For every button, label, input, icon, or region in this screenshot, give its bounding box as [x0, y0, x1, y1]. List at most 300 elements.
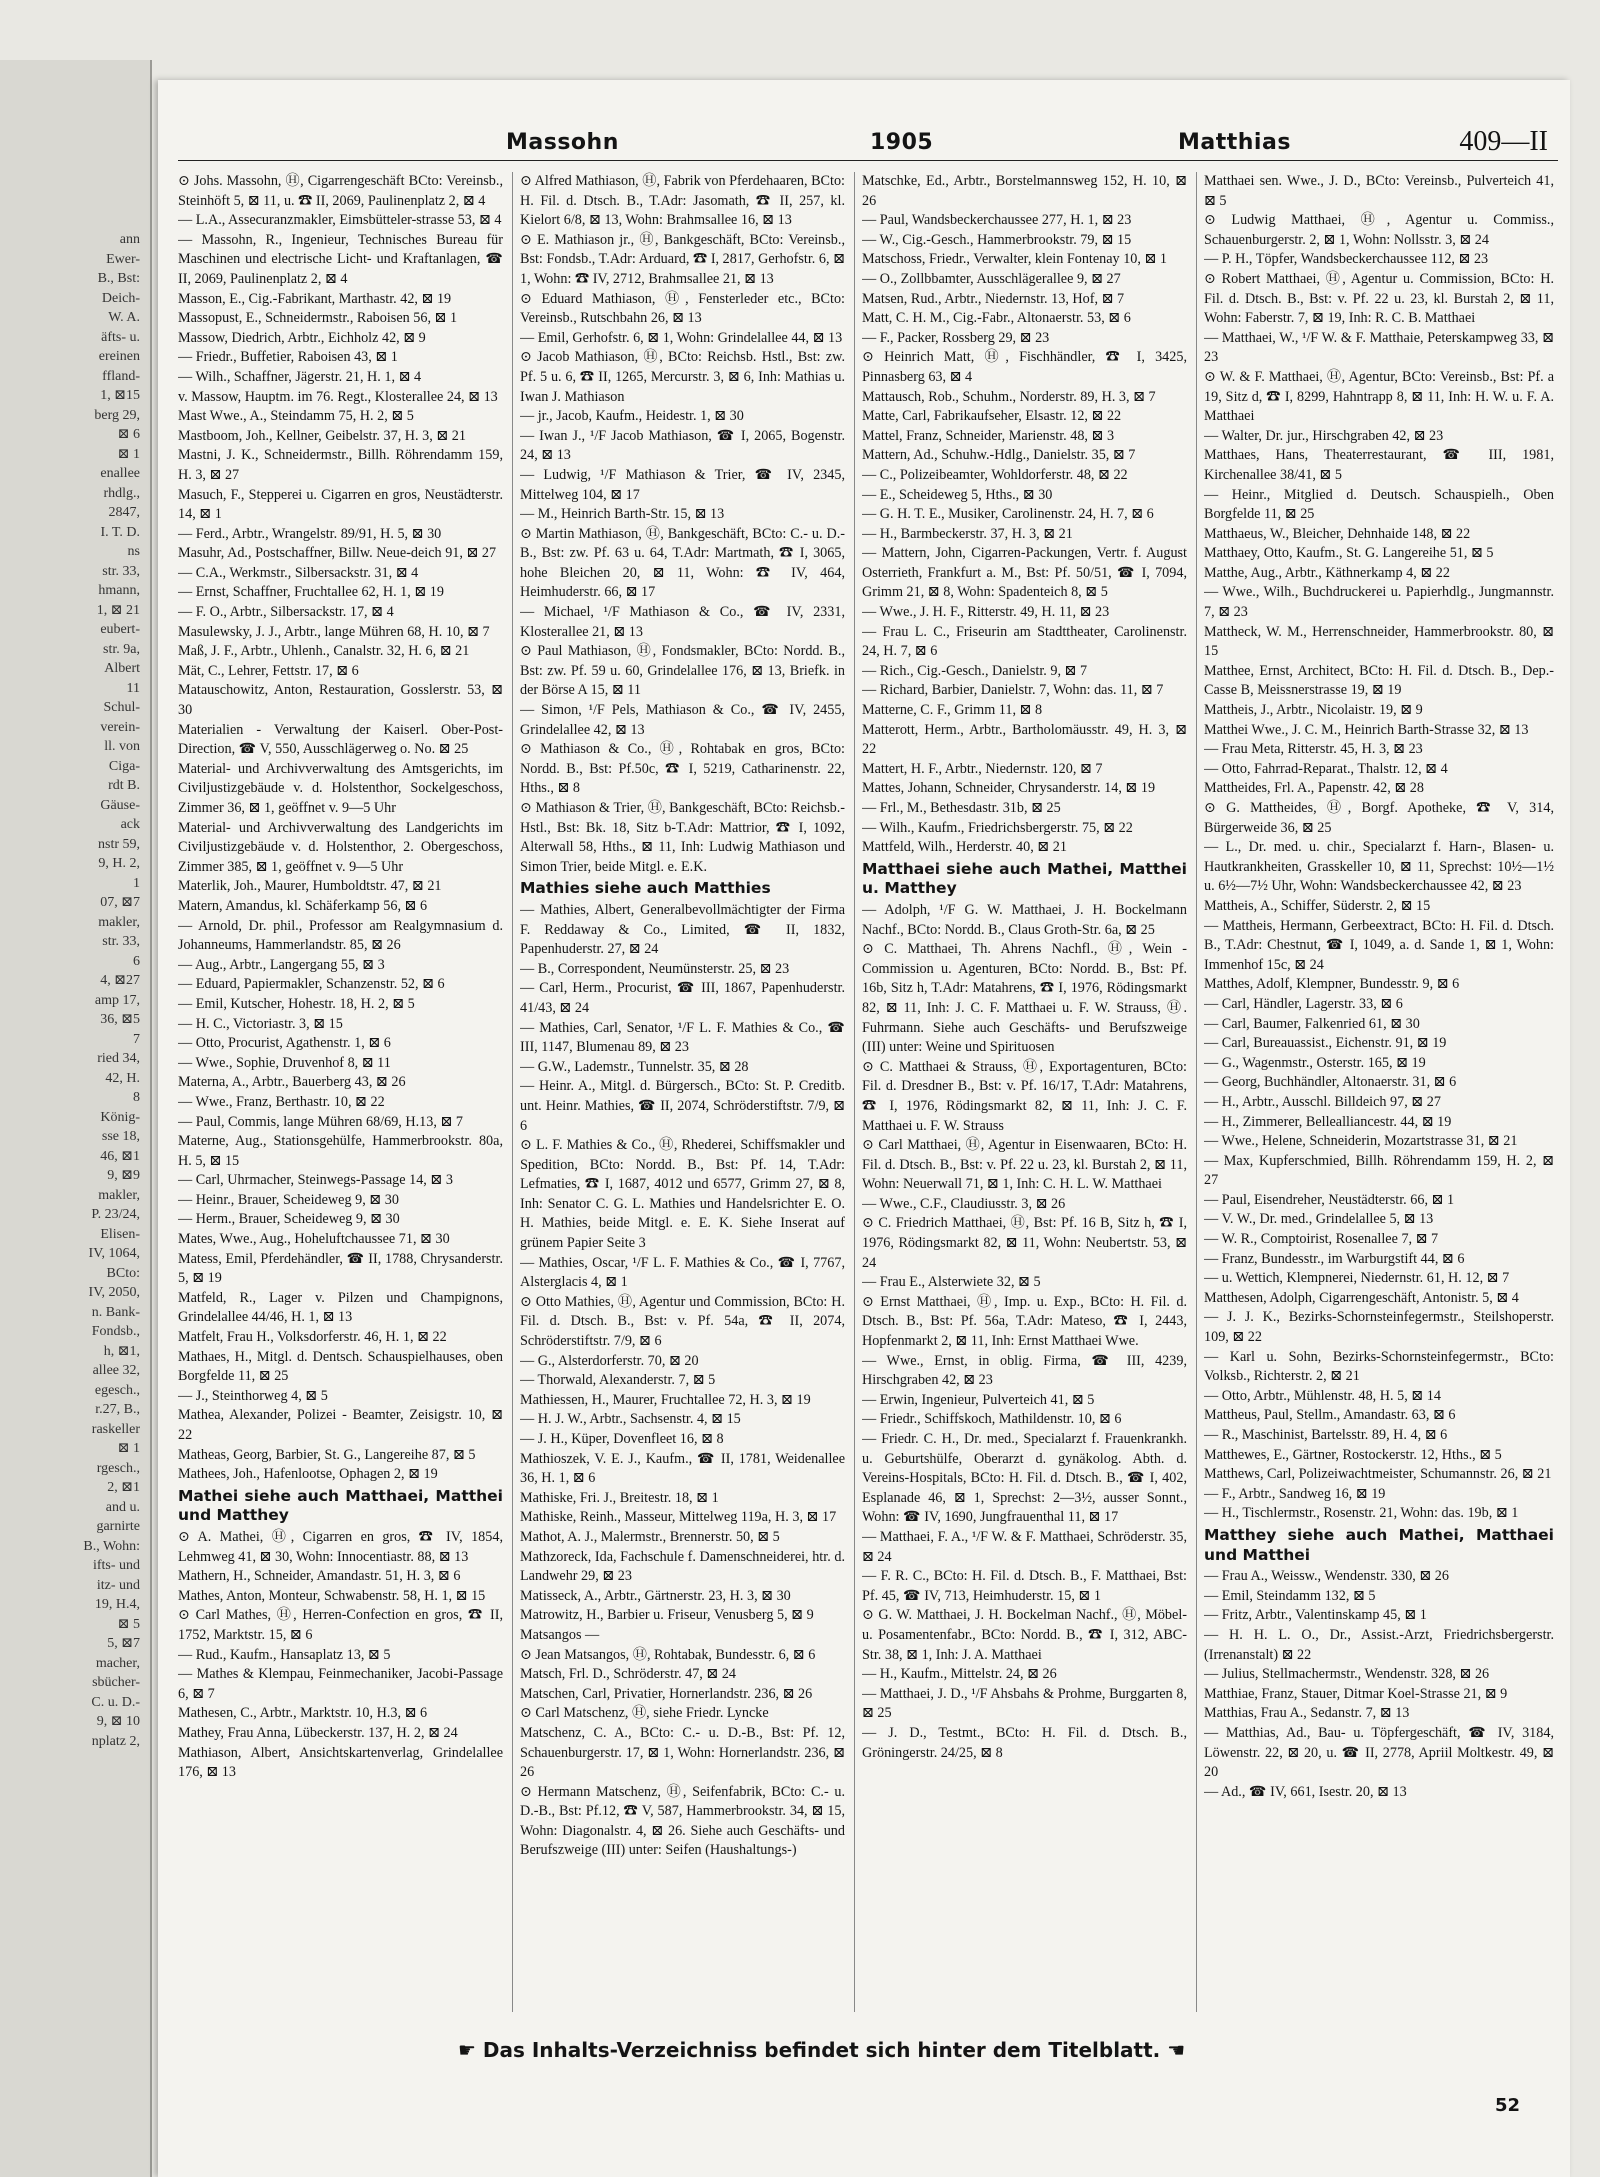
previous-page-fragment: verein- [100, 719, 140, 735]
previous-page-fragment: Ewer- [106, 251, 140, 267]
directory-entry: — Fritz, Arbtr., Valentinskamp 45, ⊠ 1 [1204, 1607, 1427, 1624]
directory-entry: Mattel, Franz, Schneider, Marienstr. 48, ⊠ 3 [862, 427, 1115, 444]
previous-page-fragment: Schul- [103, 700, 140, 715]
directory-entry: — Paul, Eisendreher, Neustädterstr. 66, ⊠ 1 [1204, 1191, 1455, 1208]
directory-entry: — Erwin, Ingenieur, Pulverteich 41, ⊠ 5 [862, 1391, 1095, 1408]
previous-page-fragment: B., Wohn: [83, 1538, 140, 1554]
directory-entry: — Mathies, Carl, Senator, ¹/F L. F. Mathies & Co., ☎ III, 1147, Blumenau 89, ⊠ 23 [520, 1019, 845, 1056]
directory-entry: — Heinr., Mitglied d. Deutsch. Schauspielh., Oben Borgfelde 11, ⊠ 25 [1204, 486, 1554, 523]
directory-entry: — Wwe., Helene, Schneiderin, Mozartstrasse 31, ⊠ 21 [1204, 1133, 1518, 1150]
directory-entry: ⊙ Mathiason & Co., Ⓗ, Rohtabak en gros, BCto: Nordd. B., Bst: Pf.50c, ☎ I, 5219, Catharinenstr. 22, Hths., ⊠ 8 [520, 741, 845, 797]
directory-entry: — Frau E., Alsterwiete 32, ⊠ 5 [862, 1274, 1041, 1291]
previous-page-fragment: 1 [133, 875, 140, 891]
directory-entry: Matschoss, Friedr., Verwalter, klein Fontenay 10, ⊠ 1 [862, 251, 1168, 268]
previous-page-fragment: P. 23/24, [91, 1207, 140, 1222]
previous-page-fragment: nstr 59, [98, 836, 140, 852]
directory-entry: — Ernst, Schaffner, Fruchtallee 62, H. 1, ⊠ 19 [178, 584, 444, 601]
directory-entry: Mathzoreck, Ida, Fachschule f. Damenschneiderei, htr. d. Landwehr 29, ⊠ 23 [520, 1548, 845, 1585]
column-rule [512, 172, 513, 2012]
directory-entry: Mastboom, Joh., Kellner, Geibelstr. 37, H. 3, ⊠ 21 [178, 427, 466, 444]
previous-page-fragment: ereinen [98, 349, 140, 364]
directory-entry: Masson, E., Cig.-Fabrikant, Marthastr. 42, ⊠ 19 [178, 290, 452, 307]
previous-page-fragment: sse 18, [101, 1129, 140, 1144]
directory-entry: ⊙ Ludwig Matthaei, Ⓗ, Agentur u. Commiss., Schauenburgerstr. 2, ⊠ 1, Wohn: Nollsstr. 3, ⊠ 24 [1204, 212, 1554, 248]
directory-entry: — F. O., Arbtr., Silbersackstr. 17, ⊠ 4 [178, 604, 394, 621]
previous-page-fragment: allee 32, [92, 1363, 140, 1378]
directory-entry: ⊙ Otto Mathies, Ⓗ, Agentur und Commission, BCto: H. Fil. d. Dtsch. B., Bst: v. Pf. 54a, ☎ II, 2074, Schröderstiftstr. 7/9, ⊠ 6 [520, 1293, 845, 1350]
previous-page-fragment: 36, ⊠5 [100, 1012, 140, 1027]
directory-entry: Matfeld, R., Lager v. Pilzen und Champignons, Grindelallee 44/46, H. 1, ⊠ 13 [178, 1289, 503, 1326]
directory-entry: Matschenz, C. A., BCto: C.- u. D.-B., Bst: Pf. 12, Schauenburgerstr. 17, ⊠ 1, Wohn: Hornerlandstr. 236, ⊠ 26 [520, 1724, 845, 1781]
directory-entry: — V. W., Dr. med., Grindelallee 5, ⊠ 13 [1204, 1211, 1434, 1228]
directory-entry: Materne, Aug., Stationsgehülfe, Hammerbrookstr. 80a, H. 5, ⊠ 15 [178, 1133, 503, 1169]
previous-page-fragment: eubert- [100, 622, 140, 637]
directory-entry: — Carl, Herm., Procurist, ☎ III, 1867, Papenhuderstr. 41/43, ⊠ 24 [520, 980, 845, 1016]
directory-entry: Mates, Wwe., Aug., Hoheluftchaussee 71, ⊠ 30 [178, 1231, 450, 1248]
directory-entry: Mastni, J. K., Schneidermstr., Billh. Röhrendamm 159, H. 3, ⊠ 27 [178, 447, 503, 483]
directory-entry: — C., Polizeibeamter, Wohldorferstr. 48, ⊠ 22 [862, 466, 1128, 483]
directory-entry: — H., Barmbeckerstr. 37, H. 3, ⊠ 21 [862, 525, 1073, 542]
directory-entry: — Wwe., J. H. F., Ritterstr. 49, H. 11, ⊠ 23 [862, 604, 1110, 621]
directory-entry: — G. H. T. E., Musiker, Carolinenstr. 24, H. 7, ⊠ 6 [862, 506, 1154, 523]
previous-page-fragment: berg 29, [94, 407, 140, 423]
previous-page-fragment: n. Bank- [91, 1304, 140, 1320]
directory-entry: Matern, Amandus, kl. Schäferkamp 56, ⊠ 6 [178, 897, 428, 914]
directory-entry: — Iwan J., ¹/F Jacob Mathiason, ☎ I, 2065, Bogenstr. 24, ⊠ 13 [520, 427, 845, 464]
directory-entry: — P. H., Töpfer, Wandsbeckerchaussee 112, ⊠ 23 [1204, 251, 1489, 268]
directory-entry: ⊙ Carl Matschenz, Ⓗ, siehe Friedr. Lyncke [520, 1705, 769, 1722]
directory-entry: — Massohn, R., Ingenieur, Technisches Bureau für Maschinen und electrische Licht- und Kraftanlagen, ☎ II, 2069, Paulinenplatz 2, ⊠ 4 [178, 231, 503, 287]
directory-entry: — Georg, Buchhändler, Altonaerstr. 31, ⊠ 6 [1204, 1074, 1457, 1091]
previous-page-edge [0, 60, 152, 2177]
directory-entry: — Carl, Bureauassist., Eichenstr. 91, ⊠ 19 [1204, 1035, 1447, 1052]
previous-page-fragment: garnirte [96, 1519, 140, 1534]
previous-page-fragment: 11 [126, 680, 140, 696]
directory-entry: — Otto, Fahrrad-Reparat., Thalstr. 12, ⊠ 4 [1204, 760, 1448, 777]
directory-entry: — H., Tischlermstr., Rosenstr. 21, Wohn: das. 19b, ⊠ 1 [1204, 1505, 1519, 1522]
directory-entry: — jr., Jacob, Kaufm., Heidestr. 1, ⊠ 30 [520, 408, 744, 425]
directory-entry: — Mathies, Albert, Generalbevollmächtigter der Firma F. Reddaway & Co., Limited, ☎ II, 1832, Papenhuderstr. 27, ⊠ 24 [520, 901, 845, 958]
directory-entry: — Otto, Procurist, Agathenstr. 1, ⊠ 6 [178, 1035, 391, 1052]
previous-page-fragment: 4, ⊠27 [100, 973, 140, 988]
directory-entry: — F. R. C., BCto: H. Fil. d. Dtsch. B., F. Matthaei, Bst: Pf. 45, ☎ IV, 713, Heimhuderstr. 15, ⊠ 1 [862, 1568, 1187, 1604]
header-first-name: Massohn [506, 130, 619, 155]
directory-entry: — Heinr., Brauer, Scheideweg 9, ⊠ 30 [178, 1191, 399, 1208]
directory-entry: — Richard, Barbier, Danielstr. 7, Wohn: das. 11, ⊠ 7 [862, 682, 1164, 699]
directory-entry: ⊙ Martin Mathiason, Ⓗ, Bankgeschäft, BCto: C.- u. D.-B., Bst: zw. Pf. 63 u. 64, T.Adr: Martmath, ☎ I, 3065, hohe Bleichen 20, ⊠ 11, Wohn: ☎ IV, 464, Heimhuderstr. 66, ⊠ 17 [520, 525, 845, 601]
column-4 [1204, 172, 1554, 2012]
column-1 [178, 172, 503, 2012]
directory-entry: Matsen, Rud., Arbtr., Niedernstr. 13, Hof, ⊠ 7 [862, 290, 1125, 307]
directory-entry: — W., Cig.-Gesch., Hammerbrookstr. 79, ⊠ 15 [862, 231, 1132, 248]
previous-page-fragment: IV, 2050, [88, 1285, 140, 1300]
directory-entry: Materna, A., Arbtr., Bauerberg 43, ⊠ 26 [178, 1074, 406, 1091]
directory-entry: — H., Arbtr., Ausschl. Billdeich 97, ⊠ 27 [1204, 1093, 1441, 1110]
directory-entry: ⊙ G. W. Matthaei, J. H. Bockelman Nachf., Ⓗ, Möbel- u. Posamentenfabr., BCto: Nordd. B., ☎ I, 312, ABC-Str. 38, ⊠ 1, Inh: J. A. Matthaei [862, 1607, 1187, 1663]
running-header [178, 126, 1558, 161]
directory-entry: — Friedr., Buffetier, Raboisen 43, ⊠ 1 [178, 349, 398, 366]
directory-entry: v. Massow, Hauptm. im 76. Regt., Klosterallee 24, ⊠ 13 [178, 388, 498, 405]
directory-entry: — Karl u. Sohn, Bezirks-Schornsteinfegermstr., BCto: Volksb., Richterstr. 2, ⊠ 21 [1204, 1348, 1554, 1385]
directory-entry: Matterne, C. F., Grimm 11, ⊠ 8 [862, 702, 1043, 719]
directory-entry: — J., Steinthorweg 4, ⊠ 5 [178, 1387, 328, 1404]
directory-entry: ⊙ Jean Matsangos, Ⓗ, Rohtabak, Bundesstr. 6, ⊠ 6 [520, 1646, 816, 1663]
directory-entry: — Julius, Stellmachermstr., Wendenstr. 328, ⊠ 26 [1204, 1666, 1490, 1683]
directory-entry: Matsangos — [520, 1626, 600, 1643]
previous-page-fragment: ack [120, 817, 140, 832]
directory-entry: Mattausch, Rob., Schuhm., Norderstr. 89, H. 3, ⊠ 7 [862, 388, 1156, 405]
directory-entry: ⊙ Robert Matthaei, Ⓗ, Agentur u. Commission, BCto: H. Fil. d. Dtsch. B., Bst: v. Pf. 22 u. 23, kl. Burstah 2, ⊠ 11, Wohn: Faberstr. 7, ⊠ 19, Inh: R. C. B. Matthaei [1204, 270, 1554, 327]
directory-entry: — J. J. K., Bezirks-Schornsteinfegermstr., Steilshoperstr. 109, ⊠ 22 [1204, 1309, 1554, 1346]
previous-page-fragment: rdt B. [108, 778, 140, 793]
previous-page-fragment: 07, ⊠7 [100, 895, 140, 910]
directory-entry: Mathesen, C., Arbtr., Marktstr. 10, H.3, ⊠ 6 [178, 1705, 428, 1722]
directory-entry: Matthiae, Franz, Stauer, Ditmar Koel-Strasse 21, ⊠ 9 [1204, 1685, 1508, 1702]
directory-entry: Matterott, Herm., Arbtr., Bartholomäusstr. 49, H. 3, ⊠ 22 [862, 721, 1187, 758]
previous-page-fragment: ann [119, 232, 140, 247]
previous-page-fragment: 1, ⊠ 21 [96, 602, 140, 618]
previous-page-fragment: König- [100, 1109, 140, 1125]
directory-entry: Matthaes, Hans, Theaterrestaurant, ☎ III, 1981, Kirchenallee 38/41, ⊠ 5 [1204, 447, 1554, 483]
directory-entry: Mathaes, H., Mitgl. d. Dentsch. Schauspielhauses, oben Borgfelde 11, ⊠ 25 [178, 1348, 503, 1385]
footer-page-number: 52 [1494, 2095, 1520, 2116]
directory-entry: — Carl, Baumer, Falkenried 61, ⊠ 30 [1204, 1015, 1420, 1032]
directory-entry: — Emil, Gerhofstr. 6, ⊠ 1, Wohn: Grindelallee 44, ⊠ 13 [520, 329, 843, 346]
previous-page-fragment: itz- und [96, 1577, 140, 1593]
directory-entry: ⊙ Mathiason & Trier, Ⓗ, Bankgeschäft, BCto: Reichsb.-Hstl., Bst: Bk. 18, Sitz b-T.Adr: Mattrior, ☎ I, 1092, Alterwall 58, Hths., ⊠ 11, Inh: Ludwig Mathiason und Simon Trier, beide Mitgl. e. E.K. [520, 800, 845, 875]
previous-page-fragment: nplatz 2, [91, 1733, 140, 1749]
directory-entry: — G., Alsterdorferstr. 70, ⊠ 20 [520, 1352, 699, 1369]
previous-page-fragments [0, 230, 140, 2130]
directory-entry: — Emil, Steindamm 132, ⊠ 5 [1204, 1587, 1376, 1604]
directory-entry: — Rud., Kaufm., Hansaplatz 13, ⊠ 5 [178, 1646, 391, 1663]
directory-entry: — Mathies, Oscar, ¹/F L. F. Mathies & Co., ☎ I, 7767, Alsterglacis 4, ⊠ 1 [520, 1254, 845, 1291]
directory-entry: Mattheus, Paul, Stellm., Amandastr. 63, ⊠ 6 [1204, 1407, 1456, 1424]
directory-entry: ⊙ C. Matthaei & Strauss, Ⓗ, Exportagenturen, BCto: Fil. d. Dresdner B., Bst: v. Pf. 16/17, T.Adr: Matahrens, ☎ I, 1976, Rödingsmarkt 82, ⊠ 11, Inh: J. C. F. Matthaei u. F. W. Strauss [862, 1058, 1187, 1134]
directory-entry: — Arnold, Dr. phil., Professor am Realgymnasium d. Johanneums, Hammerlandstr. 85, ⊠ 26 [178, 917, 503, 954]
directory-entry: — Eduard, Papiermakler, Schanzenstr. 52, ⊠ 6 [178, 976, 445, 993]
directory-page [158, 80, 1570, 2177]
directory-entry: Matthes, Adolf, Klempner, Bundesstr. 9, ⊠ 6 [1204, 976, 1460, 993]
directory-entry: — Wwe., Sophie, Druvenhof 8, ⊠ 11 [178, 1054, 391, 1071]
directory-entry: — Paul, Commis, lange Mühren 68/69, H.13, ⊠ 7 [178, 1113, 463, 1130]
directory-entry: — Frau A., Weissw., Wendenstr. 330, ⊠ 26 [1204, 1568, 1449, 1585]
directory-entry: — Frau L. C., Friseurin am Stadttheater, Carolinenstr. 24, H. 7, ⊠ 6 [862, 623, 1187, 660]
directory-entry: — Carl, Händler, Lagerstr. 33, ⊠ 6 [1204, 995, 1403, 1012]
directory-entry: Matthe, Aug., Arbtr., Käthnerkamp 4, ⊠ 22 [1204, 564, 1450, 581]
directory-entry: Matt, C. H. M., Cig.-Fabr., Altonaerstr. 53, ⊠ 6 [862, 310, 1131, 327]
directory-entry: ⊙ Carl Matthaei, Ⓗ, Agentur in Eisenwaaren, BCto: H. Fil. d. Dtsch. B., Bst: v. Pf. 22 u. 23, kl. Burstah 2, ⊠ 11, Wohn: Neuerwall 71, ⊠ 1, Inh: C. H. L. W. Matthaei [862, 1137, 1187, 1193]
directory-entry: — W. R., Comptoirist, Rosenallee 7, ⊠ 7 [1204, 1231, 1439, 1248]
directory-entry: Maß, J. F., Arbtr., Uhlenh., Canalstr. 32, H. 6, ⊠ 21 [178, 643, 470, 660]
directory-entry: — Heinr. A., Mitgl. d. Bürgersch., BCto: St. P. Creditb. unt. Heinr. Mathies, ☎ II, 2074, Schröderstiftstr. 7/9, ⊠ 6 [520, 1078, 845, 1134]
directory-entry: Matfelt, Frau H., Volksdorferstr. 46, H. 1, ⊠ 22 [178, 1329, 447, 1346]
previous-page-fragment: 1, ⊠15 [100, 388, 140, 403]
previous-page-fragment: Ciga- [108, 758, 140, 774]
directory-entry: — Herm., Brauer, Scheideweg 9, ⊠ 30 [178, 1211, 400, 1228]
previous-page-fragment: 9, ⊠ 10 [96, 1714, 140, 1729]
directory-entry: Mathot, A. J., Malermstr., Brennerstr. 50, ⊠ 5 [520, 1528, 780, 1545]
previous-page-fragment: Albert [104, 661, 140, 676]
directory-entry: — Thorwald, Alexanderstr. 7, ⊠ 5 [520, 1372, 716, 1389]
directory-entry: — Simon, ¹/F Pels, Mathiason & Co., ☎ IV, 2455, Grindelallee 42, ⊠ 13 [520, 702, 845, 738]
directory-entry: — Ad., ☎ IV, 661, Isestr. 20, ⊠ 13 [1204, 1783, 1407, 1800]
directory-entry: Mast Wwe., A., Steindamm 75, H. 2, ⊠ 5 [178, 408, 414, 425]
directory-entry: Masuhr, Ad., Postschaffner, Billw. Neue-deich 91, ⊠ 27 [178, 545, 497, 562]
previous-page-fragment: Fondsb., [91, 1324, 140, 1339]
previous-page-fragment: ⊠ 6 [117, 427, 140, 442]
directory-entry: Massopust, E., Schneidermstr., Raboisen 56, ⊠ 1 [178, 310, 458, 327]
directory-entry: Mattheck, W. M., Herrenschneider, Hammerbrookstr. 80, ⊠ 15 [1204, 623, 1554, 660]
directory-entry: — Wwe., Ernst, in oblig. Firma, ☎ III, 4239, Hirschgraben 42, ⊠ 23 [862, 1352, 1187, 1389]
previous-page-fragment: BCto: [106, 1265, 140, 1281]
directory-entry: — L., Dr. med. u. chir., Specialarzt f. Harn-, Blasen- u. Hautkrankheiten, Grasskeller 10, ⊠ 11, Sprechst: 10½—1½ u. 6½—7½ Uhr, Wohn: Wandsbeckerchaussee 42, ⊠ 23 [1204, 839, 1554, 895]
previous-page-fragment: ⊠ 5 [117, 1616, 140, 1632]
directory-entry: ⊙ Jacob Mathiason, Ⓗ, BCto: Reichsb. Hstl., Bst: zw. Pf. 5 u. 6, ☎ II, 1265, Mercurstr. 3, ⊠ 6, Inh: Mathias u. Iwan J. Mathiason [520, 349, 845, 405]
directory-entry: Massow, Diedrich, Arbtr., Eichholz 42, ⊠ 9 [178, 329, 426, 346]
directory-entry: — Matthias, Ad., Bau- u. Töpfergeschäft, ☎ IV, 3184, Löwenstr. 22, ⊠ 20, u. ☎ II, 2778, Apriil Moltkestr. 49, ⊠ 20 [1204, 1724, 1554, 1781]
directory-entry: — L.A., Assecuranzmakler, Eimsbütteler-strasse 53, ⊠ 4 [178, 212, 502, 229]
directory-entry: Masulewsky, J. J., Arbtr., lange Mühren 68, H. 10, ⊠ 7 [178, 623, 490, 640]
directory-entry: Mattfeld, Wilh., Herderstr. 40, ⊠ 21 [862, 839, 1067, 856]
directory-entry: — E., Scheideweg 5, Hths., ⊠ 30 [862, 486, 1053, 503]
directory-entry: Mathea, Alexander, Polizei - Beamter, Zeisigstr. 10, ⊠ 22 [178, 1407, 503, 1443]
previous-page-fragment: r.27, B., [95, 1402, 140, 1417]
directory-entry: Matauschowitz, Anton, Restauration, Gosslerstr. 53, ⊠ 30 [178, 682, 503, 719]
directory-entry: ⊙ Alfred Mathiason, Ⓗ, Fabrik von Pferdehaaren, BCto: H. Fil. d. Dtsch. B., T.Adr: Jasomath, ☎ II, 257, kl. Kielort 6/8, ⊠ 13, Wohn: Brahmsallee 16, ⊠ 13 [520, 173, 845, 229]
directory-entry: Mathiske, Fri. J., Breitestr. 18, ⊠ 1 [520, 1489, 719, 1506]
directory-entry: — Frau Meta, Ritterstr. 45, H. 3, ⊠ 23 [1204, 741, 1423, 758]
directory-entry: — Mathes & Klempau, Feinmechaniker, Jacobi-Passage 6, ⊠ 7 [178, 1666, 503, 1702]
directory-entry: Matthey siehe auch Mathei, Matthaei und Matthei [1204, 1525, 1554, 1564]
previous-page-fragment: makler, [98, 914, 140, 930]
previous-page-fragment: IV, 1064, [88, 1246, 140, 1261]
directory-entry: Matthewes, E., Gärtner, Rostockerstr. 12, Hths., ⊠ 5 [1204, 1446, 1502, 1463]
previous-page-fragment: ifts- und [92, 1558, 140, 1573]
directory-entry: Material- und Archivverwaltung des Landgerichts im Civiljustizgebäude v. d. Holstenthor, 2. Obergeschoss, Zimmer 385, ⊠ 1, geöffnet v. 9—5 Uhr [178, 819, 503, 875]
directory-entry: — J. D., Testmt., BCto: H. Fil. d. Dtsch. B., Gröningerstr. 24/25, ⊠ 8 [862, 1724, 1187, 1761]
directory-entry: Mathey, Frau Anna, Lübeckerstr. 137, H. 2, ⊠ 24 [178, 1724, 458, 1741]
directory-entry: Matthesen, Adolph, Cigarrengeschäft, Antonistr. 5, ⊠ 4 [1204, 1289, 1519, 1306]
column-3 [862, 172, 1187, 2012]
directory-entry: — Ludwig, ¹/F Mathiason & Trier, ☎ IV, 2345, Mittelweg 104, ⊠ 17 [520, 466, 845, 503]
directory-entry: — Friedr. C. H., Dr. med., Specialarzt f. Frauenkrankh. u. Geburtshülfe, Oberarzt d. gynäkolog. Abth. d. Vereins-Hospitals, BCto: H. Fil. d. Dtsch. B., ☎ I, 402, Esplanade 46, ⊠ 1, Sprechst: 2—3½, ausser Sonnt., Wohn: ☎ IV, 1690, Jungfrauenthal 11, ⊠ 17 [862, 1431, 1187, 1526]
previous-page-fragment: h, ⊠1, [103, 1343, 140, 1359]
directory-entry: — H. H. L. O., Dr., Assist.-Arzt, Friedrichsbergerstr. (Irrenanstalt) ⊠ 22 [1204, 1626, 1554, 1663]
column-rule [1196, 172, 1197, 2012]
previous-page-fragment: 46, ⊠1 [100, 1148, 140, 1164]
directory-entry: Matthias, Frau A., Sedanstr. 7, ⊠ 13 [1204, 1705, 1410, 1722]
previous-page-fragment: 8 [133, 1090, 140, 1105]
directory-entry: — Mattheis, Hermann, Gerbeextract, BCto: H. Fil. d. Dtsch. B., T.Adr: Chestnut, ☎ I, 1049, a. d. Sande 1, ⊠ 1, Wohn: Immenhof 15c, ⊠ 24 [1204, 917, 1554, 973]
directory-entry: — G.W., Lademstr., Tunnelstr. 35, ⊠ 28 [520, 1058, 749, 1075]
directory-entry: Matsch, Frl. D., Schröderstr. 47, ⊠ 24 [520, 1666, 737, 1683]
previous-page-fragment: enallee [100, 466, 140, 481]
previous-page-fragment: Elisen- [100, 1226, 140, 1242]
previous-page-fragment: rgesch., [96, 1460, 140, 1476]
directory-entry: Matess, Emil, Pferdehändler, ☎ II, 1788, Chrysanderstr. 5, ⊠ 19 [178, 1250, 503, 1287]
directory-entry: Mät, C., Lehrer, Fettstr. 17, ⊠ 6 [178, 662, 359, 679]
directory-entry: — Otto, Arbtr., Mühlenstr. 48, H. 5, ⊠ 14 [1204, 1387, 1441, 1404]
directory-entry: Materlik, Joh., Maurer, Humboldtstr. 47, ⊠ 21 [178, 878, 442, 895]
directory-entry: ⊙ Eduard Mathiason, Ⓗ, Fensterleder etc., BCto: Vereinsb., Rutschbahn 26, ⊠ 13 [520, 290, 845, 327]
directory-entry: — F., Arbtr., Sandweg 16, ⊠ 19 [1204, 1485, 1386, 1502]
previous-page-fragment: C. u. D.- [91, 1694, 140, 1710]
previous-page-fragment: 5, ⊠7 [107, 1636, 140, 1651]
directory-entry: — Walter, Dr. jur., Hirschgraben 42, ⊠ 23 [1204, 427, 1444, 444]
previous-page-fragment: raskeller [91, 1421, 140, 1437]
index-notice: ☛ Das Inhalts-Verzeichniss befindet sich hinter dem Titelblatt. ☚ [458, 2038, 1186, 2062]
directory-entry: Mathiason, Albert, Ansichtskartenverlag, Grindelallee 176, ⊠ 13 [178, 1744, 503, 1781]
directory-entry: — H., Kaufm., Mittelstr. 24, ⊠ 26 [862, 1666, 1057, 1683]
directory-entry: Mathiessen, H., Maurer, Fruchtallee 72, H. 3, ⊠ 19 [520, 1391, 811, 1408]
column-2 [520, 172, 845, 2012]
previous-page-fragment: äfts- u. [101, 329, 140, 345]
directory-entry: Matschen, Carl, Privatier, Hornerlandstr. 236, ⊠ 26 [520, 1685, 813, 1702]
directory-entry: ⊙ Heinrich Matt, Ⓗ, Fischhändler, ☎ I, 3425, Pinnasberg 63, ⊠ 4 [862, 349, 1187, 385]
directory-entry: — H. C., Victoriastr. 3, ⊠ 15 [178, 1015, 343, 1032]
directory-entry: Matthaei sen. Wwe., J. D., BCto: Vereinsb., Pulverteich 41, ⊠ 5 [1204, 173, 1554, 209]
previous-page-fragment: I. T. D. [100, 524, 140, 540]
directory-entry: Matthei Wwe., J. C. M., Heinrich Barth-Strasse 32, ⊠ 13 [1204, 721, 1529, 738]
previous-page-fragment: Gäuse- [100, 797, 140, 813]
directory-entry: Materialien - Verwaltung der Kaiserl. Ober-Post-Direction, ☎ V, 550, Ausschlägerweg o. No. ⊠ 25 [178, 721, 503, 758]
directory-entry: — Rich., Cig.-Gesch., Danielstr. 9, ⊠ 7 [862, 662, 1088, 679]
directory-entry: — G., Wagenmstr., Osterstr. 165, ⊠ 19 [1204, 1054, 1426, 1071]
directory-entry: — Wwe., Franz, Berthastr. 10, ⊠ 22 [178, 1093, 385, 1110]
previous-page-fragment: and u. [105, 1499, 140, 1515]
directory-entry: — Wilh., Kaufm., Friedrichsbergerstr. 75, ⊠ 22 [862, 819, 1133, 836]
directory-entry: — Michael, ¹/F Mathiason & Co., ☎ IV, 2331, Klosterallee 21, ⊠ 13 [520, 604, 845, 640]
directory-entry: — F., Packer, Rossberg 29, ⊠ 23 [862, 329, 1050, 346]
previous-page-fragment: egesch., [94, 1382, 140, 1398]
previous-page-fragment: ffland- [102, 368, 140, 384]
previous-page-fragment: B., Bst: [97, 271, 140, 286]
directory-entry: Matthews, Carl, Polizeiwachtmeister, Schumannstr. 26, ⊠ 21 [1204, 1466, 1552, 1483]
directory-entry: ⊙ Ernst Matthaei, Ⓗ, Imp. u. Exp., BCto: H. Fil. d. Dtsch. B., Bst: Pf. 56a, T.Adr: Mateso, ☎ I, 2443, Hopfenmarkt 2, ⊠ 11, Inh: Ernst Matthaei Wwe. [862, 1293, 1187, 1350]
directory-entry: Mattes, Johann, Schneider, Chrysanderstr. 14, ⊠ 19 [862, 780, 1156, 797]
entry-columns [178, 172, 1558, 2032]
directory-entry: — Carl, Uhrmacher, Steinwegs-Passage 14, ⊠ 3 [178, 1172, 453, 1189]
directory-entry: — Matthaei, J. D., ¹/F Ahsbahs & Prohme, Burggarten 8, ⊠ 25 [862, 1685, 1187, 1722]
directory-entry: — Matthaei, F. A., ¹/F W. & F. Matthaei, Schröderstr. 35, ⊠ 24 [862, 1528, 1187, 1565]
previous-page-fragment: ried 34, [97, 1051, 140, 1066]
directory-entry: Mathiske, Reinh., Masseur, Mittelweg 119a, H. 3, ⊠ 17 [520, 1509, 837, 1526]
directory-entry: — R., Maschinist, Bartelsstr. 89, H. 4, ⊠ 6 [1204, 1427, 1448, 1443]
directory-entry: ⊙ E. Mathiason jr., Ⓗ, Bankgeschäft, BCto: Vereinsb., Bst: Fondsb., T.Adr: Arduard, ☎ I, 2817, Gerhofstr. 6, ⊠ 1, Wohn: ☎ IV, 2712, Brahmsallee 21, ⊠ 13 [520, 231, 845, 287]
directory-entry: ⊙ Carl Mathes, Ⓗ, Herren-Confection en gros, ☎ II, 1752, Marktstr. 15, ⊠ 6 [178, 1607, 503, 1643]
directory-entry: — Wwe., Wilh., Buchdruckerei u. Papierhdlg., Jungmannstr. 7, ⊠ 23 [1204, 584, 1554, 621]
header-last-name: Matthias [1178, 130, 1291, 155]
directory-entry: — Wilh., Schaffner, Jägerstr. 21, H. 1, ⊠ 4 [178, 368, 422, 385]
previous-page-fragment: str. 33, [102, 563, 140, 579]
directory-entry: — Wwe., C.F., Claudiusstr. 3, ⊠ 26 [862, 1195, 1066, 1212]
directory-entry: Matheas, Georg, Barbier, St. G., Langereihe 87, ⊠ 5 [178, 1446, 476, 1463]
directory-entry: ⊙ Johs. Massohn, Ⓗ, Cigarrengeschäft BCto: Vereinsb., Steinhöft 5, ⊠ 11, u. ☎ II, 2069, Paulinenplatz 2, ⊠ 4 [178, 173, 503, 209]
directory-entry: — Emil, Kutscher, Hohestr. 18, H. 2, ⊠ 5 [178, 995, 415, 1012]
previous-page-fragment: ns [127, 544, 140, 559]
directory-entry: — Franz, Bundesstr., im Warburgstift 44, ⊠ 6 [1204, 1250, 1465, 1267]
directory-entry: — Ferd., Arbtr., Wrangelstr. 89/91, H. 5, ⊠ 30 [178, 525, 442, 542]
directory-entry: — Max, Kupferschmied, Billh. Röhrendamm 159, H. 2, ⊠ 27 [1204, 1152, 1554, 1189]
directory-entry: Material- und Archivverwaltung des Amtsgerichts, im Civiljustizgebäude v. d. Holstenthor, Sockelgeschoss, Zimmer 36, ⊠ 1, geöffnet v. 9—5 Uhr [178, 760, 503, 816]
directory-entry: — J. H., Küper, Dovenfleet 16, ⊠ 8 [520, 1431, 724, 1447]
previous-page-fragment: makler, [98, 1187, 140, 1203]
previous-page-fragment: ⊠ 1 [117, 1441, 140, 1456]
directory-entry: Mathes, Anton, Monteur, Schwabenstr. 58, H. 1, ⊠ 15 [178, 1587, 486, 1604]
directory-entry: Mattheis, A., Schiffer, Süderstr. 2, ⊠ 15 [1204, 897, 1431, 914]
directory-entry: — u. Wettich, Klempnerei, Niedernstr. 61, H. 12, ⊠ 7 [1204, 1270, 1510, 1287]
directory-entry: — Matthaei, W., ¹/F W. & F. Matthaie, Peterskampweg 33, ⊠ 23 [1204, 329, 1554, 366]
directory-entry: — C.A., Werkmstr., Silbersackstr. 31, ⊠ 4 [178, 564, 419, 581]
previous-page-fragment: macher, [95, 1655, 140, 1671]
directory-entry: ⊙ A. Mathei, Ⓗ, Cigarren en gros, ☎ IV, 1854, Lehmweg 41, ⊠ 30, Wohn: Innocentiastr. 88, ⊠ 13 [178, 1528, 503, 1565]
directory-entry: — B., Correspondent, Neumünsterstr. 25, ⊠ 23 [520, 960, 790, 977]
directory-entry: Mattheides, Frl. A., Papenstr. 42, ⊠ 28 [1204, 780, 1424, 797]
directory-entry: — Frl., M., Bethesdastr. 31b, ⊠ 25 [862, 800, 1061, 816]
directory-entry: — M., Heinrich Barth-Str. 15, ⊠ 13 [520, 506, 725, 523]
previous-page-fragment: ⊠ 1 [117, 446, 140, 462]
directory-entry: Matrowitz, H., Barbier u. Friseur, Venusberg 5, ⊠ 9 [520, 1607, 814, 1624]
directory-entry: — Mattern, John, Cigarren-Packungen, Vertr. f. August Osterrieth, Frankfurt a. M., Bst: Pf. 50/51, ☎ I, 7094, Grimm 21, ⊠ 8, Wohn: Spadenteich 8, ⊠ 5 [862, 545, 1187, 601]
header-year: 1905 [870, 130, 934, 155]
previous-page-fragment: 7 [133, 1031, 140, 1047]
previous-page-fragment: 2847, [108, 505, 140, 520]
directory-entry: — Paul, Wandsbeckerchaussee 277, H. 1, ⊠ 23 [862, 212, 1132, 229]
directory-entry: — Friedr., Schiffskoch, Mathildenstr. 10, ⊠ 6 [862, 1411, 1122, 1428]
previous-page-fragment: str. 33, [102, 934, 140, 949]
directory-entry: — H., Zimmerer, Bellealliancestr. 44, ⊠ 19 [1204, 1113, 1452, 1130]
directory-entry: — O., Zollbbamter, Ausschlägerallee 9, ⊠ 27 [862, 270, 1121, 287]
previous-page-fragment: amp 17, [94, 992, 140, 1008]
previous-page-fragment: 9, H. 2, [98, 856, 140, 871]
previous-page-fragment: 6 [133, 953, 140, 969]
previous-page-fragment: ll. von [104, 739, 140, 754]
directory-entry: Mathies siehe auch Matthies [520, 879, 771, 898]
column-rule [854, 172, 855, 2012]
previous-page-fragment: Deich- [101, 290, 140, 306]
previous-page-fragment: 9, ⊠9 [107, 1168, 140, 1183]
directory-entry: — Aug., Arbtr., Langergang 55, ⊠ 3 [178, 956, 385, 973]
directory-entry: ⊙ C. Friedrich Matthaei, Ⓗ, Bst: Pf. 16 B, Sitz h, ☎ I, 1976, Rödingsmarkt 82, ⊠ 11, Wohn: Neubertstr. 53, ⊠ 24 [862, 1215, 1187, 1271]
directory-entry: ⊙ G. Mattheides, Ⓗ, Borgf. Apotheke, ☎ V, 314, Bürgerweide 36, ⊠ 25 [1204, 800, 1554, 836]
directory-entry: ⊙ Paul Mathiason, Ⓗ, Fondsmakler, BCto: Nordd. B., Bst: zw. Pf. 59 u. 60, Grindelallee 176, ⊠ 13, Briefk. in der Börse A 15, ⊠ 11 [520, 643, 845, 699]
directory-entry: Mathees, Joh., Hafenlootse, Ophagen 2, ⊠ 19 [178, 1466, 438, 1483]
directory-entry: — H. J. W., Arbtr., Sachsenstr. 4, ⊠ 15 [520, 1411, 741, 1428]
directory-entry: ⊙ C. Matthaei, Th. Ahrens Nachfl., Ⓗ, Wein - Commission u. Agenturen, BCto: Nordd. B., Bst: Pf. 16b, Sitz h, T.Adr: Matahrens, ☎ I, 1976, Rödingsmarkt 82, ⊠ 11, Inh: J. C. F. Matthaei u. F. W. Strauss, Ⓗ. Fuhrmann. Siehe auch Geschäfts- und Berufszweige (III) unter: Weine und Spirituosen [862, 941, 1187, 1056]
previous-page-fragment: rhdlg., [103, 485, 140, 501]
previous-page-fragment: sbücher- [92, 1675, 140, 1690]
previous-page-fragment: 19, H.4, [94, 1597, 140, 1612]
directory-entry: Mathern, H., Schneider, Amandastr. 51, H. 3, ⊠ 6 [178, 1568, 461, 1585]
directory-entry: Matisseck, A., Arbtr., Gärtnerstr. 23, H. 3, ⊠ 30 [520, 1587, 791, 1604]
directory-entry: Mattheis, J., Arbtr., Nicolaistr. 19, ⊠ 9 [1204, 702, 1423, 719]
previous-page-fragment: W. A. [108, 310, 140, 325]
directory-entry: ⊙ L. F. Mathies & Co., Ⓗ, Rhederei, Schiffsmakler und Spedition, BCto: Nordd. B., Bst: Pf. 14, T.Adr: Lefmaties, ☎ I, 1687, 4012 und 6577, Grimm 27, ⊠ 8, Inh: Senator C. G. L. Mathies und Handelsrichter E. O. H. Mathies, beide Mitgl. e. E. K. Siehe Inserat auf grünem Papier Seite 3 [520, 1137, 845, 1252]
directory-entry: Matschke, Ed., Arbtr., Borstelmannsweg 152, H. 10, ⊠ 26 [862, 173, 1187, 209]
directory-entry: Masuch, F., Stepperei u. Cigarren en gros, Neustädterstr. 14, ⊠ 1 [178, 486, 503, 523]
directory-entry: Mattert, H. F., Arbtr., Niedernstr. 120, ⊠ 7 [862, 760, 1103, 777]
previous-page-fragment: 2, ⊠1 [107, 1480, 140, 1495]
previous-page-fragment: str. 9a, [103, 641, 140, 657]
directory-entry: Matthaeus, W., Bleicher, Dehnhaide 148, ⊠ 22 [1204, 525, 1471, 542]
directory-entry: — Adolph, ¹/F G. W. Matthaei, J. H. Bockelmann Nachf., BCto: Nordd. B., Claus Groth-Str. 6a, ⊠ 25 [862, 901, 1187, 938]
directory-entry: ⊙ Hermann Matschenz, Ⓗ, Seifenfabrik, BCto: C.- u. D.-B., Bst: Pf.12, ☎ V, 587, Hammerbrookstr. 34, ⊠ 15, Wohn: Diagonalstr. 4, ⊠ 26. Siehe auch Geschäfts- und Berufszweige (III) unter: Seifen (Haushaltungs-) [520, 1783, 845, 1859]
previous-page-fragment: hmann, [98, 583, 140, 598]
directory-entry: Mathei siehe auch Matthaei, Matthei und Matthey [178, 1486, 503, 1525]
directory-entry: Matthaei siehe auch Mathei, Matthei u. Matthey [862, 859, 1187, 898]
directory-entry: ⊙ W. & F. Matthaei, Ⓗ, Agentur, BCto: Vereinsb., Bst: Pf. a 19, Sitz d, ☎ I, 8299, Hahntrapp 8, ⊠ 11, Inh: H. W. u. F. A. Matthaei [1204, 368, 1554, 425]
